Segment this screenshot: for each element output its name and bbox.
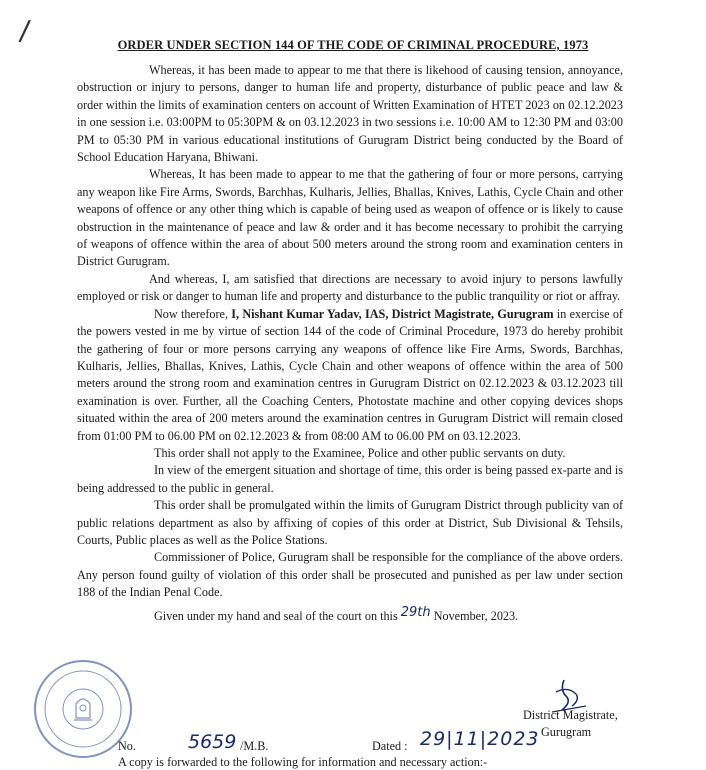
footer-no-label: No. xyxy=(118,739,136,753)
order-rest: in exercise of the powers vested in me by virtue of section 144 of the code of Criminal Procedure, 1973 do hereby prohibit the gathering of four or more persons carrying any weapons of offence like Fire Arms, Swords, Barchhas, Kulharis, Jellies, Bhallas, Knives, Lathis, Cycle Chain and other weapons of offence within the area of 500 meters around the strong room and examination centres in Gurugram District on 02.12.2023 & 03.12.2023 till examination is over. Further, all the Coaching Centers, Photostate machine and other copying devices shops situated within the area of 200 meters around the examination centres in Gurugram District will remain closed from 01:00 PM to 06.00 PM on 02.12.2023 & from 08:00 AM to 06.00 PM on 03.12.2023. xyxy=(77,306,623,443)
paragraph-promulgation: This order shall be promulgated within the limits of Gurugram District through publicity van of public relations department as also by affixing of copies of this order at District, Sub Divisional & Tehsils, Courts, Public places as well as the Police Stations. xyxy=(77,498,623,547)
signature-designation: District Magistrate, xyxy=(523,708,618,722)
paragraph-whereas-2: Whereas, It has been made to appear to me that the gathering of four or more persons, carrying any weapon like Fire Arms, Swords, Barchhas, Kulharis, Jellies, Bhallas, Knives, Lathis, Cycle Chain and other weapons of offence or any other thing which is capable of being used as weapon of offence or is likely to cause obstruction in the maintenance of peace and law & order and it has become necessary to prohibit the carrying of weapons of offence within the area of about 500 meters around the strong room and examination centers in District Gurugram. xyxy=(77,167,623,269)
order-intro: Now therefore, xyxy=(154,306,232,321)
given-suffix: November, 2023. xyxy=(430,608,519,623)
paragraph-whereas-1: Whereas, it has been made to appear to me that there is likehood of causing tension, annoyance, obstruction or injury to persons, danger to human life and property, disturbance of public peace and law & order within the limits of examination centers on account of Written Examination of HTET 2023 on 02.12.2023 in one session i.e. 03:00PM to 05:30PM & on 03.12.2023 in two sessions i.e. 10:00 AM to 12:30 PM and 03:00 PM to 05:30 PM in various educational institutions of Gurugram District being conducted by the Board of School Education Haryana, Bhiwani. xyxy=(77,63,623,165)
seal-emblem-icon xyxy=(36,662,130,756)
paragraph-ex-parte: In view of the emergent situation and shortage of time, this order is being passed ex-parte and is being addressed to the public in general. xyxy=(77,463,623,495)
margin-pen-mark: / xyxy=(17,13,32,48)
footer-dated-label: Dated : xyxy=(372,739,408,753)
paragraph-compliance: Commissioner of Police, Gurugram shall be responsible for the compliance of the above orders. Any person found guilty of violation of this order shall be prosecuted and punished as per law under section 188 of the Indian Penal Code. xyxy=(77,550,623,600)
handwritten-number: 5659 xyxy=(188,731,237,753)
paragraph-now-therefore xyxy=(77,306,623,445)
paragraph-whereas-3: And whereas, I, am satisfied that directions are necessary to avoid injury to persons lawfully employed or risk or danger to human life and property and disturbance to the public tranquility or riot or affray. xyxy=(77,271,623,304)
given-prefix: Given under my hand and seal of the court on this xyxy=(154,608,401,623)
order-authority: I, Nishant Kumar Yadav, IAS, District Magistrate, Gurugram xyxy=(231,306,554,321)
signature-place: Gurugram xyxy=(541,725,592,740)
footer-mb-label: /M.B. xyxy=(240,739,269,753)
paragraph-exemption: This order shall not apply to the Examinee, Police and other public servants on duty. xyxy=(154,445,566,460)
handwritten-day: 29th xyxy=(400,604,431,620)
handwritten-date: 29|11|2023 xyxy=(420,728,540,750)
order-body xyxy=(77,62,623,625)
document-title: ORDER UNDER SECTION 144 OF THE CODE OF CRIMINAL PROCEDURE, 1973 xyxy=(117,38,589,52)
copy-forwarded-line: A copy is forwarded to the following for information and necessary action:- xyxy=(118,755,488,769)
given-under-hand-line xyxy=(77,604,623,625)
